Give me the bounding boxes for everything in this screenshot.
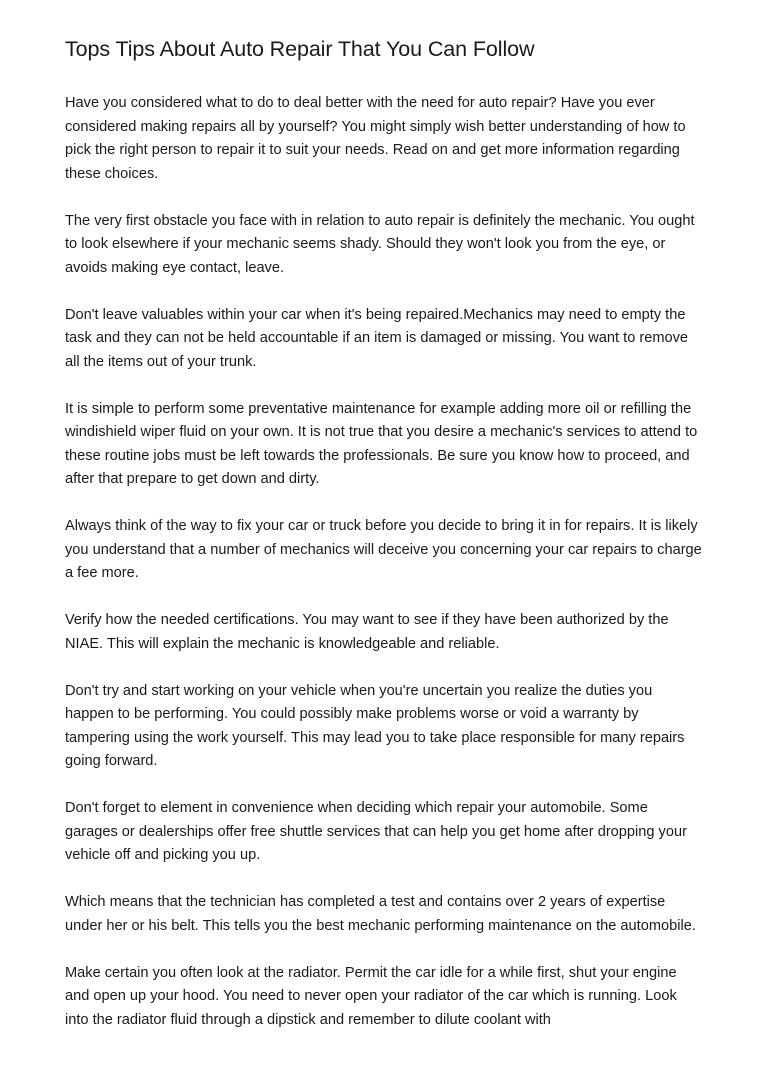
paragraph: It is simple to perform some preventative maintenance for example adding more oil or refilling the windishield wiper fluid on your own. It is not true that you desire a mechanic's services to attend to these routine jobs must be left towards the professionals. Be sure you know how to proceed, and after that prepare to get down and dirty. [65,400,698,487]
document-title: Tops Tips About Auto Repair That You Can Follow [65,37,535,61]
paragraph: Don't try and start working on your vehicle when you're uncertain you realize the duties you happen to be performing. You could possibly make problems worse or void a warranty by tampering using the work yourself. This may lead you to take place responsible for many repairs going forward. [65,682,685,769]
paragraph: Don't leave valuables within your car when it's being repaired.Mechanics may need to empty the task and they can not be held accountable if an item is damaged or missing. You want to remove all the items out of your trunk. [65,306,689,370]
paragraph: Which means that the technician has completed a test and contains over 2 years of expertise under her or his belt. This tells you the best mechanic performing maintenance on the automobile. [65,894,696,934]
paragraph: Have you considered what to do to deal better with the need for auto repair? Have you ever considered making repairs all by yourself? You might simply wish better understanding of how to pick the right person to repair it to suit your needs. Read on and get more information regarding these choices. [65,95,686,182]
paragraph: Always think of the way to fix your car or truck before you decide to bring it in for repairs. It is likely you understand that a number of mechanics will deceive you concerning your car repairs to charge a fee more. [65,518,702,581]
paragraph: Make certain you often look at the radiator. Permit the car idle for a while first, shut your engine and open up your hood. You need to never open your radiator of the car which is running. Look into the radiator fluid through a dipstick and remember to dilute coolant with [65,964,677,1028]
paragraph: Don't forget to element in convenience when deciding which repair your automobile. Some garages or dealerships offer free shuttle services that can help you get home after dropping your vehicle off and picking you up. [65,800,687,863]
paragraph: The very first obstacle you face with in relation to auto repair is definitely the mechanic. You ought to look elsewhere if your mechanic seems shady. Should they won't look you from the eye, or avoids making eye contact, leave. [65,212,695,276]
paragraph: Verify how the needed certifications. You may want to see if they have been authorized by the NIAE. This will explain the mechanic is knowledgeable and reliable. [65,612,669,652]
